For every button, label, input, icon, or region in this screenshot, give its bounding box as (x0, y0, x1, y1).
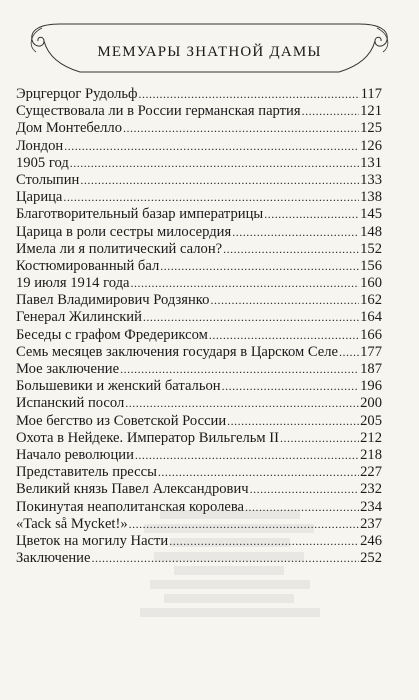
dot-leader (130, 275, 359, 292)
dot-leader (264, 206, 359, 223)
toc-page: 234 (360, 498, 382, 515)
toc-title: Заключение (16, 550, 91, 567)
toc-entry (16, 413, 382, 430)
toc-title: Представитель прессы (16, 464, 157, 481)
dot-leader (227, 413, 359, 430)
toc-title: Большевики и женский батальон (16, 378, 221, 395)
toc-page: 125 (360, 120, 382, 137)
dot-leader (125, 395, 359, 412)
toc-title: Лондон (16, 137, 64, 154)
toc-page: 227 (360, 464, 382, 481)
toc-title: Цветок на могилу Насти (16, 532, 169, 549)
dot-leader (135, 447, 359, 464)
toc-entry (16, 395, 382, 412)
toc-entry (16, 189, 382, 206)
toc-title: Мое заключение (16, 361, 120, 377)
toc-title: Семь месяцев заключения государя в Царском Селе (16, 343, 339, 360)
dot-leader (80, 172, 359, 189)
toc-entry (16, 241, 382, 258)
table-of-contents (16, 86, 382, 567)
toc-title: Великий князь Павел Александрович (16, 481, 249, 498)
toc-entry (16, 292, 382, 309)
dot-leader (143, 309, 359, 326)
toc-title: Испанский посол (16, 395, 125, 412)
toc-title: Костюмированный бал (16, 257, 160, 274)
toc-page: 246 (360, 532, 382, 549)
toc-page: 187 (360, 361, 382, 377)
toc-title: Благотворительный базар императрицы (16, 206, 264, 223)
dot-leader (222, 378, 360, 395)
toc-page: 148 (360, 223, 382, 240)
toc-title: Беседы с графом Фредериксом (16, 326, 208, 343)
toc-title: Существовала ли в России германская партия (16, 103, 301, 120)
toc-title: 19 июля 1914 года (16, 275, 130, 292)
toc-title: 1905 год (16, 154, 69, 171)
dot-leader (158, 464, 359, 481)
toc-page: 152 (360, 240, 382, 257)
toc-page: 196 (360, 378, 382, 395)
dot-leader (120, 361, 359, 378)
toc-title: Дом Монтебелло (16, 120, 123, 137)
toc-title: Генерал Жилинский (16, 309, 142, 326)
toc-entry (16, 138, 382, 155)
toc-title: Столыпин (16, 171, 80, 188)
toc-title: Имела ли я политический салон? (16, 240, 223, 257)
toc-entry (16, 344, 382, 361)
dot-leader (160, 258, 359, 275)
dot-leader (70, 155, 359, 172)
dot-leader (223, 241, 359, 258)
toc-page: 156 (360, 257, 382, 274)
toc-title: «Tack så Mycket!» (16, 515, 128, 532)
toc-page: 166 (360, 326, 382, 343)
toc-title: Эрцгерцог Рудольф (16, 86, 138, 102)
dot-leader (63, 189, 359, 206)
toc-entry (16, 155, 382, 172)
toc-entry (16, 481, 382, 498)
toc-page: 177 (360, 343, 382, 360)
toc-page: 133 (360, 171, 382, 188)
toc-title: Царица в роли сестры милосердия (16, 223, 232, 240)
dot-leader (250, 481, 360, 498)
dot-leader (123, 120, 359, 137)
toc-page: 218 (360, 446, 382, 463)
toc-page: 121 (360, 103, 382, 120)
toc-entry (16, 103, 382, 120)
toc-entry (16, 378, 382, 395)
toc-page: 160 (360, 275, 382, 292)
dot-leader (280, 430, 359, 447)
toc-entry (16, 120, 382, 137)
toc-title: Начало революции (16, 446, 134, 463)
toc-title: Мое бегство из Советской России (16, 412, 227, 429)
toc-entry (16, 258, 382, 275)
dot-leader (210, 292, 359, 309)
toc-page: 138 (360, 189, 382, 206)
toc-entry (16, 327, 382, 344)
toc-entry (16, 464, 382, 481)
toc-page: 212 (360, 429, 382, 446)
toc-title: Царица (16, 189, 63, 206)
dot-leader (138, 86, 359, 103)
toc-entry (16, 224, 382, 241)
toc-page: 126 (360, 137, 382, 154)
toc-page: 131 (360, 154, 382, 171)
toc-entry (16, 86, 382, 103)
dot-leader (209, 327, 359, 344)
toc-page: 162 (360, 292, 382, 309)
toc-page: 200 (360, 395, 382, 412)
toc-page: 232 (360, 481, 382, 498)
toc-page: 117 (360, 86, 382, 102)
show-through-text (130, 505, 330, 622)
toc-entry (16, 309, 382, 326)
toc-page: 252 (360, 550, 382, 567)
toc-page: 145 (360, 206, 382, 223)
dot-leader (64, 138, 359, 155)
toc-entry (16, 430, 382, 447)
dot-leader (302, 103, 360, 120)
toc-title: Покинутая неаполитанская королева (16, 498, 245, 515)
toc-page: 164 (360, 309, 382, 326)
toc-title: Павел Владимирович Родзянко (16, 292, 210, 309)
toc-page: 237 (360, 515, 382, 532)
dot-leader (232, 224, 359, 241)
dot-leader (339, 344, 359, 361)
toc-page: 205 (360, 412, 382, 429)
toc-entry (16, 447, 382, 464)
running-title: МЕМУАРЫ ЗНАТНОЙ ДАМЫ (97, 44, 322, 60)
toc-entry (16, 172, 382, 189)
toc-entry (16, 206, 382, 223)
toc-title: Охота в Нейдеке. Император Вильгельм II (16, 429, 280, 446)
toc-entry (16, 361, 382, 378)
toc-entry (16, 275, 382, 292)
